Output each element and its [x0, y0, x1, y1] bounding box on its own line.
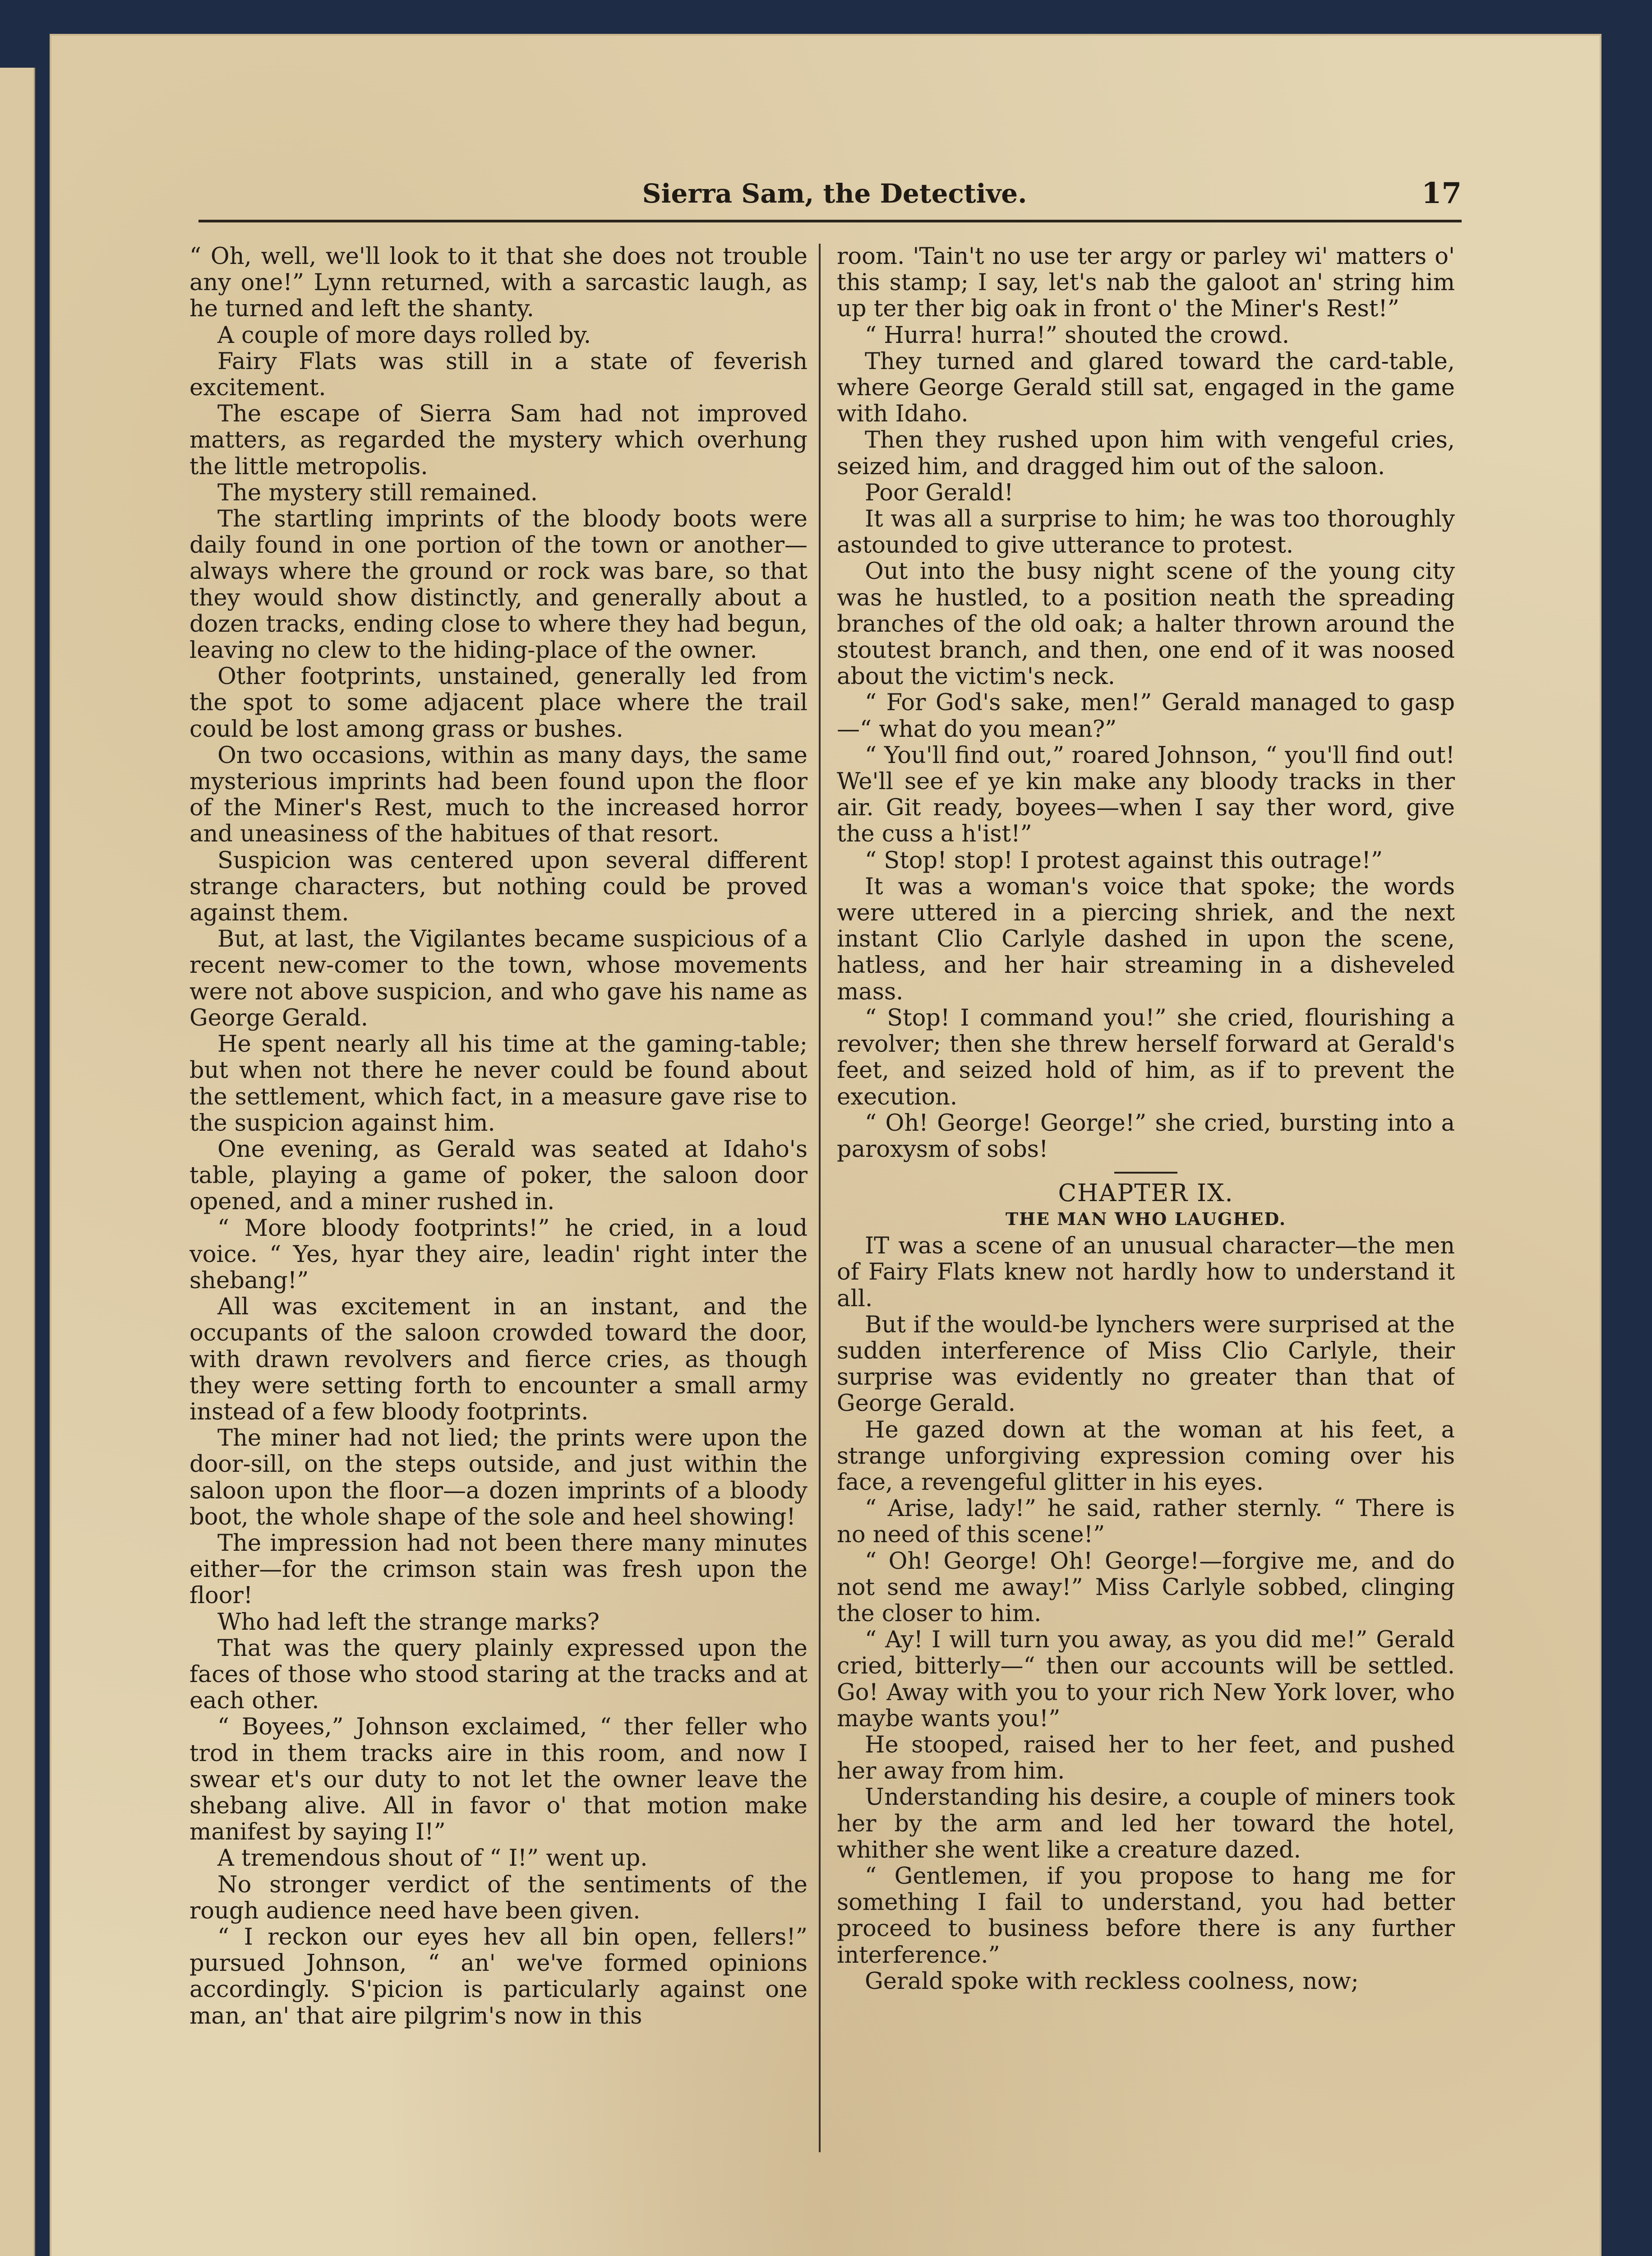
- paragraph: “ Oh! George! Oh! George!—forgive me, and do not send me away!” Miss Carlyle sobbed, clinging the closer to him.: [837, 1548, 1455, 1627]
- paragraph: “ Arise, lady!” he said, rather sternly. “ There is no need of this scene!”: [837, 1495, 1455, 1549]
- chapter-heading: CHAPTER IX.: [1058, 1179, 1234, 1207]
- paragraph: The miner had not lied; the prints were upon the door-sill, on the steps outside, and just within the saloon upon the floor—a dozen imprints of a bloody boot, the whole shape of the sole and heel showing!: [189, 1425, 808, 1530]
- paragraph: They turned and glared toward the card-table, where George Gerald still sat, engaged in the game with Idaho.: [837, 348, 1455, 428]
- header-rule: [198, 220, 1462, 222]
- paragraph: All was excitement in an instant, and the occupants of the saloon crowded toward the door, with drawn revolvers and fierce cries, as though they were setting forth to encounter a small army instead of a few bloody footprints.: [189, 1294, 808, 1425]
- paragraph: He gazed down at the woman at his feet, a strange unforgiving expression coming over his face, a revengeful glitter in his eyes.: [837, 1416, 1455, 1496]
- paragraph: A couple of more days rolled by.: [217, 322, 591, 349]
- paragraph: “ Hurra! hurra!” shouted the crowd.: [865, 322, 1290, 349]
- paragraph: Suspicion was centered upon several different strange characters, but nothing could be proved against them.: [189, 847, 808, 927]
- chapter-subtitle: THE MAN WHO LAUGHED.: [1005, 1209, 1287, 1230]
- paragraph: On two occasions, within as many days, the same mysterious imprints had been found upon the floor of the Miner's Rest, much to the increased horror and uneasiness of the habitues of that resort.: [189, 742, 808, 848]
- paragraph: A tremendous shout of “ I!” went up.: [217, 1845, 648, 1872]
- paragraph: Then they rushed upon him with vengeful cries, seized him, and dragged him out of the saloon.: [837, 427, 1455, 480]
- chapter-rule: [1114, 1172, 1177, 1174]
- paragraph: “ Gentlemen, if you propose to hang me for something I fail to understand, you had better proceed to business before there is any further interference.”: [837, 1863, 1455, 1969]
- paragraph: “ For God's sake, men!” Gerald managed to gasp—“ what do you mean?”: [837, 689, 1455, 743]
- column-divider: [819, 244, 821, 2152]
- paragraph: It was all a surprise to him; he was too thoroughly astounded to give utterance to protest.: [837, 506, 1455, 559]
- paragraph: IT was a scene of an unusual character—the men of Fairy Flats knew not hardly how to understand it all.: [837, 1233, 1455, 1312]
- paragraph: He spent nearly all his time at the gaming-table; but when not there he never could be found about the settlement, which fact, in a measure gave rise to the suspicion against him.: [189, 1031, 808, 1137]
- paragraph: Understanding his desire, a couple of miners took her by the arm and led her toward the hotel, whither she went like a creature dazed.: [837, 1784, 1455, 1863]
- paragraph: One evening, as Gerald was seated at Idaho's table, playing a game of poker, the saloon door opened, and a miner rushed in.: [189, 1136, 808, 1216]
- paragraph: room. 'Tain't no use ter argy or parley wi' matters o' this stamp; I say, let's nab the galoot an' string him up ter ther big oak in front o' the Miner's Rest!”: [837, 244, 1455, 323]
- paragraph: Other footprints, unstained, generally led from the spot to some adjacent place where the trail could be lost among grass or bushes.: [189, 663, 808, 743]
- paragraph: “ You'll find out,” roared Johnson, “ you'll find out! We'll see ef ye kin make any bloody tracks in ther air. Git ready, boyees—when I say ther word, give the cuss a h'ist!”: [837, 742, 1455, 848]
- right-column: [837, 244, 1455, 2166]
- paragraph: The impression had not been there many minutes either—for the crimson stain was fresh upon the floor!: [189, 1530, 808, 1609]
- paragraph: Out into the busy night scene of the young city was he hustled, to a position neath the spreading branches of the old oak; a halter thrown around the stoutest branch, and then, one end of it was noosed about the victim's neck.: [837, 558, 1455, 690]
- paragraph: Who had left the strange marks?: [217, 1609, 600, 1636]
- paragraph: The mystery still remained.: [217, 479, 538, 506]
- paragraph: But if the would-be lynchers were surprised at the sudden interference of Miss Clio Carlyle, their surprise was evidently no greater than that of George Gerald.: [837, 1311, 1455, 1417]
- running-head-title: Sierra Sam, the Detective.: [642, 178, 1027, 209]
- paragraph: Fairy Flats was still in a state of feverish excitement.: [189, 348, 808, 402]
- paragraph: “ More bloody footprints!” he cried, in a loud voice. “ Yes, hyar they aire, leadin' right inter the shebang!”: [189, 1215, 808, 1294]
- previous-page-edge: [0, 68, 35, 2256]
- book-page: [50, 34, 1601, 2256]
- page-number: 17: [1421, 176, 1462, 210]
- paragraph: Poor Gerald!: [865, 479, 1014, 506]
- paragraph: “ Boyees,” Johnson exclaimed, “ ther feller who trod in them tracks aire in this room, and now I swear et's our duty to not let the owner leave the shebang alive. All in favor o' that motion make manifest by saying I!”: [189, 1714, 808, 1846]
- paragraph: That was the query plainly expressed upon the faces of those who stood staring at the tracks and at each other.: [189, 1635, 808, 1715]
- chapter-header: [837, 1172, 1455, 1230]
- paragraph: It was a woman's voice that spoke; the words were uttered in a piercing shriek, and the next instant Clio Carlyle dashed in upon the scene, hatless, and her hair streaming in a disheveled mass.: [837, 873, 1455, 1005]
- paragraph: The escape of Sierra Sam had not improved matters, as regarded the mystery which overhung the little metropolis.: [189, 401, 808, 480]
- paragraph: “ Oh! George! George!” she cried, bursting into a paroxysm of sobs!: [837, 1110, 1455, 1163]
- paragraph: But, at last, the Vigilantes became suspicious of a recent new-comer to the town, whose movements were not above suspicion, and who gave his name as George Gerald.: [189, 926, 808, 1031]
- paragraph: “ Stop! I command you!” she cried, flourishing a revolver; then she threw herself forward at Gerald's feet, and seized hold of him, as if to prevent the execution.: [837, 1004, 1455, 1110]
- paragraph: “ Ay! I will turn you away, as you did me!” Gerald cried, bitterly—“ then our accounts will be settled. Go! Away with you to your rich New York lover, who maybe wants you!”: [837, 1627, 1455, 1732]
- paragraph: He stooped, raised her to her feet, and pushed her away from him.: [837, 1731, 1455, 1785]
- left-column: [189, 244, 808, 2166]
- paragraph: “ Oh, well, we'll look to it that she does not trouble any one!” Lynn returned, with a sarcastic laugh, as he turned and left the shanty.: [189, 244, 808, 323]
- running-head: [50, 34, 1601, 214]
- paragraph: No stronger verdict of the sentiments of the rough audience need have been given.: [189, 1871, 808, 1924]
- paragraph: “ Stop! stop! I protest against this outrage!”: [865, 847, 1383, 874]
- paragraph: “ I reckon our eyes hev all bin open, fellers!” pursued Johnson, “ an' we've formed opinions accordingly. S'picion is particularly against one man, an' that aire pilgrim's now in this: [189, 1924, 808, 2029]
- paragraph: Gerald spoke with reckless coolness, now;: [865, 1968, 1359, 1995]
- paragraph: The startling imprints of the bloody boots were daily found in one portion of the town or another—always where the ground or rock was bare, so that they would show distinctly, and generally about a dozen tracks, ending close to where they had begun, leaving no clew to the hiding-place of the owner.: [189, 506, 808, 664]
